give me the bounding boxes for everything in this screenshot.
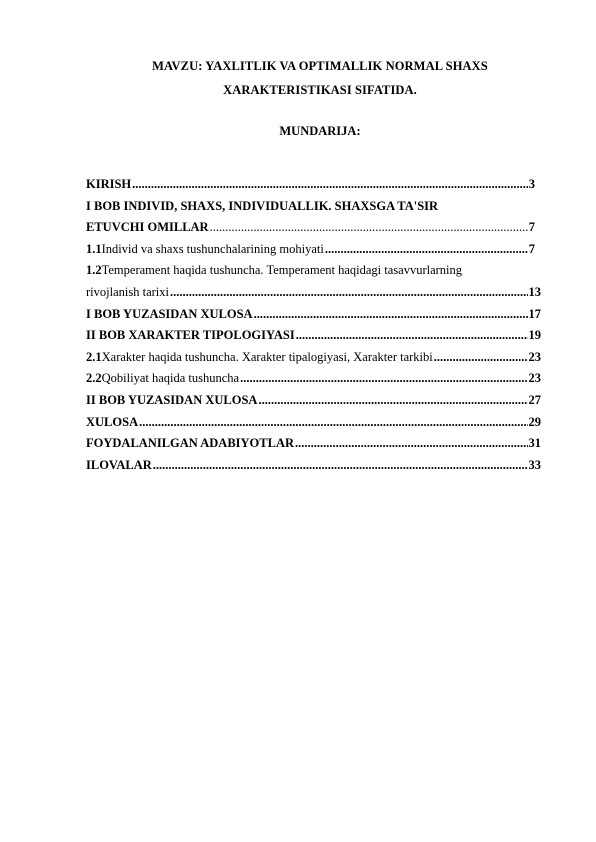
toc-leader [295,433,527,455]
toc-page-number: 33 [528,457,541,472]
toc-entry-text: XULOSA [86,414,139,429]
toc-leader [240,368,527,390]
toc-entry-text: Qobiliyat haqida tushuncha [101,371,240,386]
toc-entry-text: rivojlanish tarixi [86,284,169,299]
contents-heading: MUNDARIJA: [279,124,361,138]
toc-entry-kirish [86,174,541,196]
toc-entry-xulosa [86,412,541,434]
toc-leader [132,174,528,196]
toc-entry-text: I BOB YUZASIDAN XULOSA [86,306,253,321]
document-title [60,54,580,102]
toc-entry-chapter-2-conclusion [86,390,541,412]
toc-page-number: 31 [528,436,541,451]
toc-page-number: 27 [528,392,541,407]
toc-page-number: 7 [528,220,535,235]
toc-entry-text: ILOVALAR [86,457,152,472]
toc-leader [296,325,528,347]
toc-section-number: 2.2 [86,371,102,386]
toc-leader [258,390,527,412]
toc-entry-chapter-1 [86,196,541,239]
toc-entry-chapter-1-conclusion [86,304,541,326]
toc-leader [210,217,528,239]
toc-leader [153,455,528,477]
toc-entry-text: Xarakter haqida tushuncha. Xarakter tipalogiyasi, Xarakter tarkibi [101,349,433,364]
toc-section-number: 1.1 [86,241,102,256]
title-line-1: MAVZU: YAXLITLIK VA OPTIMALLIK NORMAL SHAXS [152,59,488,73]
toc-page-number: 23 [528,349,541,364]
toc-entry-text: II BOB YUZASIDAN XULOSA [86,392,258,407]
toc-page-number: 23 [528,371,541,386]
toc-entry-text: ETUVCHI OMILLAR [86,220,209,235]
toc-leader [325,239,528,261]
toc-entry-text-line-1: Temperament haqida tushuncha. Temperament haqidagi tasavvurlarning [101,263,463,278]
toc-entry-text-line-1: I BOB INDIVID, SHAXS, INDIVIDUALLIK. SHAXSGA TA'SIR [86,198,439,213]
toc-leader [170,282,528,304]
title-line-2: XARAKTERISTIKASI SIFATIDA. [223,83,417,97]
toc-entry-bibliography [86,433,541,455]
toc-page-number: 7 [528,241,535,256]
toc-entry-text: KIRISH [86,177,132,191]
toc-entry-2-2 [86,368,541,390]
toc-entry-text: FOYDALANILGAN ADABIYOTLAR [86,436,295,451]
toc-entry-1-2 [86,260,541,303]
toc-leader [434,347,528,369]
toc-entry-appendices [86,455,541,477]
toc-leader [139,412,527,434]
toc-entry-2-1 [86,347,541,369]
toc-section-number: 2.1 [86,349,102,364]
toc-page-number: 3 [528,177,535,191]
toc-page-number: 13 [528,284,541,299]
toc-page-number: 17 [528,306,541,321]
toc-entry-text: Individ va shaxs tushunchalarining mohiyati [101,241,324,256]
toc-page-number: 19 [528,328,541,343]
toc-section-number: 1.2 [86,263,102,278]
toc-entry-chapter-2 [86,325,541,347]
toc-page-number: 29 [528,414,541,429]
toc-entry-text: II BOB XARAKTER TIPOLOGIYASI [86,328,295,343]
toc-entry-1-1 [86,239,541,261]
table-of-contents [86,174,541,476]
toc-leader [254,304,528,326]
